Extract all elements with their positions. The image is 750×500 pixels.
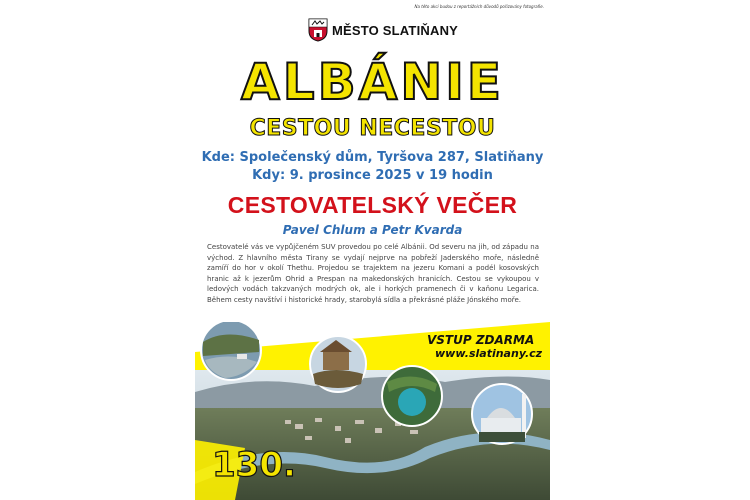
admission-label: VSTUP ZDARMA bbox=[427, 333, 535, 347]
website-link[interactable]: www.slatinany.cz bbox=[435, 347, 543, 360]
town-name: MĚSTO SLATIŇANY bbox=[332, 23, 459, 38]
photo-spring bbox=[382, 366, 442, 426]
photo-mosque bbox=[472, 384, 532, 444]
event-speakers: Pavel Chlum a Petr Kvarda bbox=[282, 223, 463, 237]
event-description: Cestovatelé vás ve vypůjčeném SUV provedou po celé Albánii. Od severu na jih, od západu na východ. Z hlavního města Tirany se vydají nejprve na pobřeží Jaderského moře, následně zamíří do hor v okolí Thethu. Projedou se trajektem na jezeru Komani a podél kosovských hranic až k jezerům Ohrid a Prespan na makedonských hranicích. Cestou se vykoupou v ledových vodách takzvaných modrých ok, ale i horkých pramenech či v kaňonu Legarica. Během cesty navštíví i historické hrady, starobylá sídla a překrásné pláže Jónského moře. bbox=[207, 243, 539, 304]
event-number: 130. bbox=[212, 445, 296, 485]
event-poster bbox=[195, 0, 550, 500]
photo-castle bbox=[310, 336, 366, 392]
event-date: Kdy: 9. prosince 2025 v 19 hodin bbox=[252, 168, 493, 183]
poster-title: ALBÁNIE bbox=[241, 53, 504, 111]
event-type: CESTOVATELSKÝ VEČER bbox=[227, 192, 518, 218]
poster-subtitle: CESTOU NECESTOU bbox=[249, 116, 496, 141]
photo-notice: Na této akci budou z reportážních důvodů pořizovány fotografie. bbox=[414, 4, 544, 9]
event-location: Kde: Společenský dům, Tyršova 287, Slatiňany bbox=[201, 150, 544, 165]
photo-river bbox=[201, 322, 261, 380]
town-crest-icon bbox=[308, 18, 328, 42]
